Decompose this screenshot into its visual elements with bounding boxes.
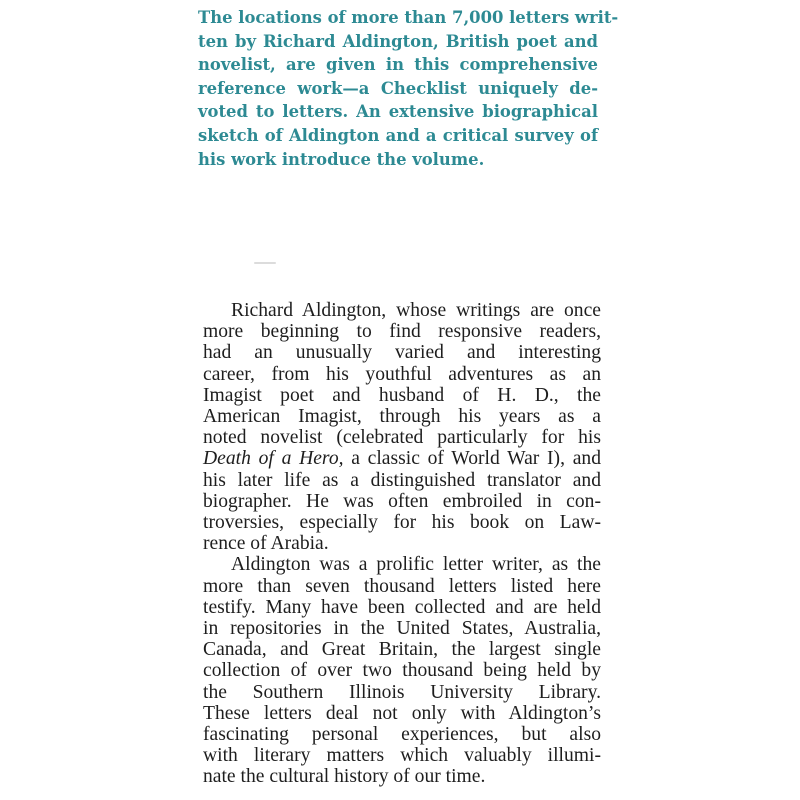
- body-line: testify. Many have been collected and are held: [203, 596, 601, 618]
- body-line: more than seven thousand letters listed here: [203, 575, 601, 597]
- print-speck: [254, 262, 276, 264]
- body-line: more beginning to find responsive readers,: [203, 321, 601, 343]
- body-line: These letters deal not only with Aldington’s: [203, 702, 601, 724]
- body-line: Aldington was a prolific letter writer, as the: [231, 554, 601, 576]
- summary-blurb: [198, 6, 619, 171]
- description-body: [203, 300, 601, 788]
- body-line: had an unusually varied and interesting: [203, 342, 601, 364]
- body-line: career, from his youthful adventures as an: [203, 363, 601, 385]
- body-line: rence of Arabia.: [203, 533, 329, 555]
- body-line: nate the cultural history of our time.: [203, 766, 486, 788]
- book-title: Death of a Hero,: [203, 448, 344, 470]
- body-line: [203, 448, 601, 469]
- blurb-line: The locations of more than 7,000 letters writ-: [198, 8, 619, 27]
- blurb-line: ten by Richard Aldington, British poet and: [198, 31, 598, 51]
- blurb-line: voted to letters. An extensive biographical: [198, 102, 598, 122]
- body-line: with literary matters which valuably illumi-: [203, 745, 601, 767]
- blurb-line: sketch of Aldington and a critical survey of: [198, 125, 598, 145]
- body-line: in repositories in the United States, Australia,: [203, 618, 601, 640]
- blurb-line: reference work—a Checklist uniquely de-: [198, 78, 598, 98]
- body-line: Imagist poet and husband of H. D., the: [203, 384, 601, 406]
- body-line: troversies, especially for his book on Law-: [203, 512, 601, 534]
- body-line: fascinating personal experiences, but also: [203, 724, 601, 746]
- body-line: noted novelist (celebrated particularly for his: [203, 427, 601, 449]
- paragraph-letters: [203, 554, 601, 787]
- body-line: his later life as a distinguished translator and: [203, 469, 601, 491]
- body-line: biographer. He was often embroiled in con-: [203, 490, 601, 512]
- body-line: Richard Aldington, whose writings are once: [231, 300, 601, 321]
- blurb-line: his work introduce the volume.: [198, 149, 485, 169]
- blurb-line: novelist, are given in this comprehensive: [198, 55, 598, 75]
- body-line: Canada, and Great Britain, the largest single: [203, 639, 601, 661]
- body-line-rest: a classic of World War I), and: [343, 448, 601, 470]
- body-line: American Imagist, through his years as a: [203, 406, 601, 428]
- paragraph-career: [203, 300, 601, 554]
- body-line: the Southern Illinois University Library.: [203, 681, 601, 703]
- body-line: collection of over two thousand being held by: [203, 660, 601, 682]
